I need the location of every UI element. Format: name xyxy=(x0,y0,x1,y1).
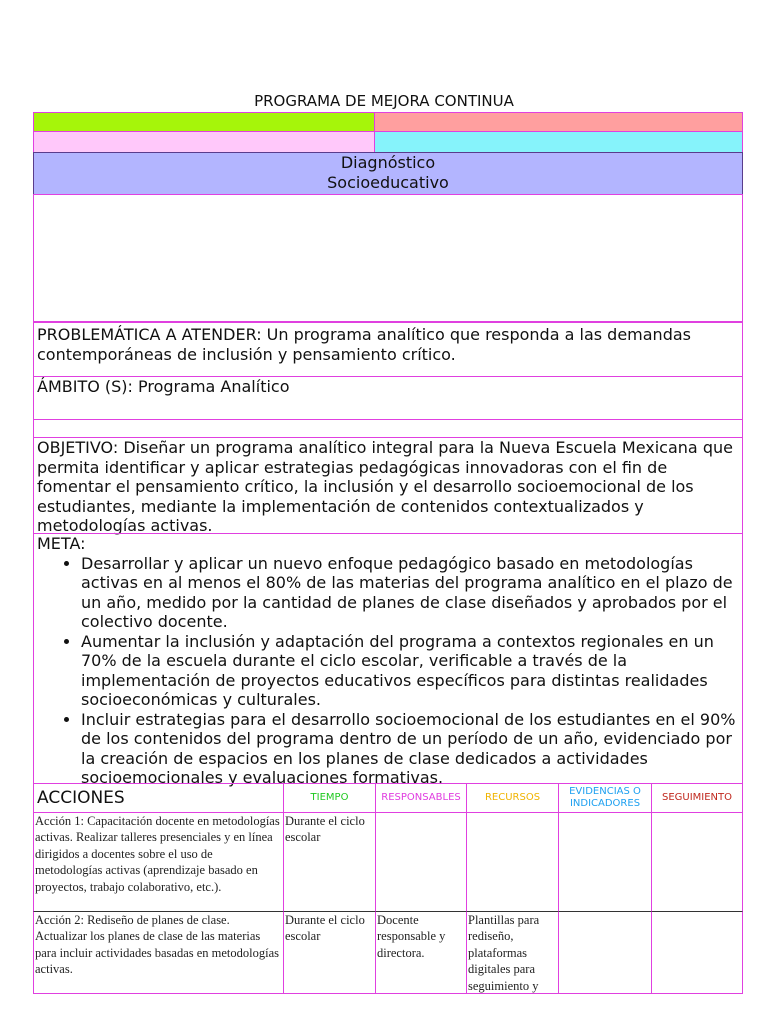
acciones-header xyxy=(33,783,284,813)
meta-item: • Aumentar la inclusión y adaptación del programa a contextos regionales en un 70% de la escuela durante el ciclo escolar, verificable a través de la implementación de proyectos educativos específicos para distintas realidades socioeconómicas y culturales. xyxy=(81,632,739,710)
evidencias-header: EVIDENCIAS O INDICADORES xyxy=(558,783,652,813)
meta-item: • Desarrollar y aplicar un nuevo enfoque pedagógico basado en metodologías activas en al menos el 80% de las materias del programa analítico en el plazo de un año, medido por la cantidad de planes de clase diseñados y aprobados por el colectivo docente. xyxy=(81,554,739,632)
recursos-header: RECURSOS xyxy=(466,783,559,813)
meta-list xyxy=(37,554,739,788)
row2-recursos: Plantillas para rediseño, plataformas digitales para seguimiento y xyxy=(466,911,559,994)
color-cell-green xyxy=(33,112,375,132)
row2-seguimiento xyxy=(651,911,743,994)
row2-evidencias xyxy=(558,911,652,994)
diagnostico-header xyxy=(33,152,743,195)
meta-cell xyxy=(33,533,743,787)
ambito-cell: ÁMBITO (S): Programa Analítico xyxy=(33,376,743,420)
row1-tiempo: Durante el ciclo escolar xyxy=(283,812,376,912)
diagnostico-line2: Socioeducativo xyxy=(327,173,449,192)
row2-responsables: Docente responsable y directora. xyxy=(375,911,467,994)
row2-tiempo: Durante el ciclo escolar xyxy=(283,911,376,994)
tiempo-header: TIEMPO xyxy=(283,783,376,813)
color-cell-lightpink xyxy=(33,131,375,153)
row2-accion: Acción 2: Rediseño de planes de clase. Actualizar los planes de clase de las materias para incluir actividades basadas en metodologías activas. xyxy=(33,911,284,994)
page-title: PROGRAMA DE MEJORA CONTINUA xyxy=(254,92,514,110)
row1-evidencias xyxy=(558,812,652,912)
responsables-header: RESPONSABLES xyxy=(375,783,467,813)
seguimiento-header: SEGUIMIENTO xyxy=(651,783,743,813)
row1-accion: Acción 1: Capacitación docente en metodologías activas. Realizar talleres presenciales y en línea dirigidos a docentes sobre el uso de metodologías activas (aprendizaje basado en proyectos, trabajo colaborativo, etc.). xyxy=(33,812,284,912)
problematica-cell: PROBLEMÁTICA A ATENDER: Un programa analítico que responda a las demandas contemporáneas de inclusión y pensamiento crítico. xyxy=(33,322,743,377)
color-cell-salmon xyxy=(374,112,743,132)
objetivo-cell: OBJETIVO: Diseñar un programa analítico integral para la Nueva Escuela Mexicana que permita identificar y aplicar estrategias pedagógicas innovadoras con el fin de fomentar el pensamiento crítico, la inclusión y el desarrollo socioemocional de los estudiantes, mediante la implementación de contenidos contextualizados y metodologías activas. xyxy=(33,437,743,534)
row1-seguimiento xyxy=(651,812,743,912)
color-cell-cyan xyxy=(374,131,743,153)
spacer-cell xyxy=(33,419,743,438)
diagnostico-body xyxy=(33,194,743,322)
diagnostico-line1: Diagnóstico xyxy=(340,153,436,172)
meta-label: META: xyxy=(37,534,86,553)
row1-recursos xyxy=(466,812,559,912)
acciones-label: ACCIONES xyxy=(37,788,125,808)
row1-responsables xyxy=(375,812,467,912)
meta-item: • Incluir estrategias para el desarrollo socioemocional de los estudiantes en el 90% de los contenidos del programa dentro de un período de un año, evidenciado por la creación de espacios en los planes de clase dedicados a actividades socioemocionales y evaluaciones formativas. xyxy=(81,710,739,788)
